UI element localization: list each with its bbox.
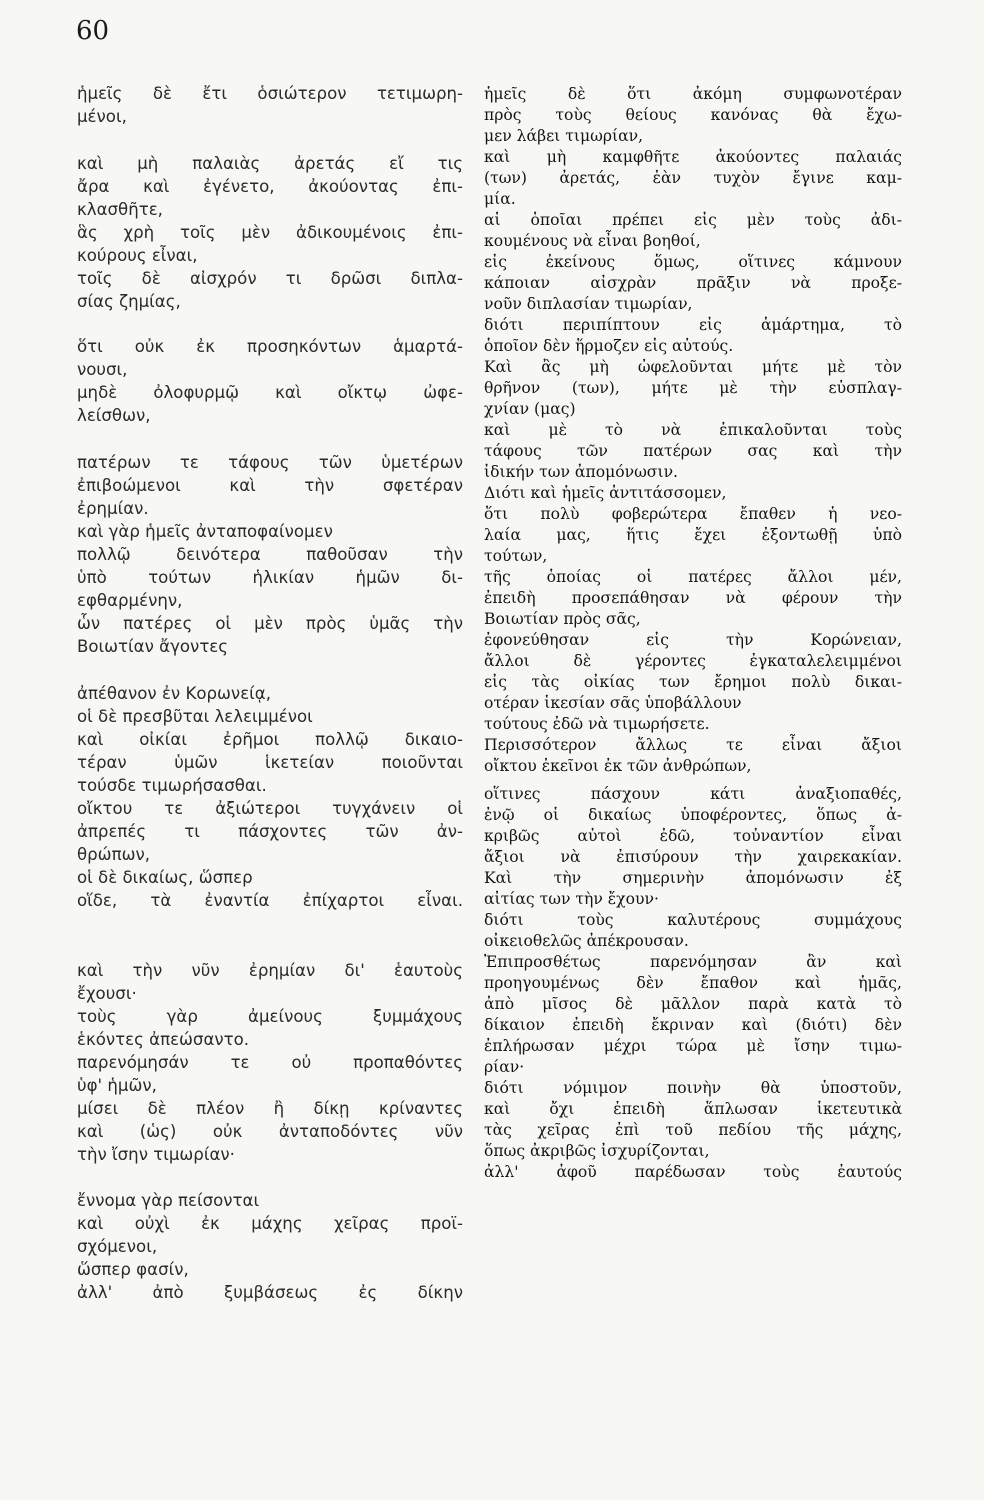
text-line: εἰς ἐκείνους ὅμως, οἵτινες κάμνουν <box>484 253 902 271</box>
text-line: ἐπειδὴ προσεπάθησαν νὰ φέρουν τὴν <box>484 589 902 607</box>
text-line: αἰτίας των τὴν ἔχουν· <box>484 890 659 908</box>
text-line: λαία μας, ἥτις ἔχει ἐξοντωθῇ ὑπὸ <box>484 526 902 544</box>
text-line: ἡμεῖς δὲ ὅτι ἀκόμη συμφωνοτέραν <box>484 85 902 103</box>
text-line: ἄξιοι νὰ ἐπισύρουν τὴν χαιρεκακίαν. <box>484 848 902 866</box>
text-line: τούτους ἐδῶ νὰ τιμωρήσετε. <box>484 715 710 733</box>
text-line: ἐπιβοώμενοι καὶ τὴν σφετέραν <box>77 476 463 495</box>
text-line: πατέρων τε τάφους τῶν ὑμετέρων <box>77 453 463 472</box>
text-line: καὶ ὄχι ἐπειδὴ ἅπλωσαν ἱκετευτικὰ <box>484 1100 902 1118</box>
text-line: χνίαν (μας) <box>484 400 576 418</box>
text-line: νοῦν διπλασίαν τιμωρίαν, <box>484 295 693 313</box>
text-line: ἐνῷ οἱ δικαίως ὑποφέροντες, ὅπως ἀ- <box>484 806 902 824</box>
text-line: ὑφ' ἡμῶν, <box>77 1076 157 1095</box>
text-line: μίσει δὲ πλέον ἢ δίκῃ κρίναντες <box>77 1099 463 1118</box>
text-line: οἵτινες πάσχουν κάτι ἀναξιοπαθές, <box>484 785 902 803</box>
text-line: ἀλλ' ἀφοῦ παρέδωσαν τοὺς ἑαυτούς <box>484 1163 902 1181</box>
text-line: κούρους εἶναι, <box>77 246 198 265</box>
text-line: οτέραν ἱκεσίαν σᾶς ὑποβάλλουν <box>484 694 742 712</box>
text-line: οἴκτου ἐκεῖνοι ἐκ τῶν ἀνθρώπων, <box>484 757 752 775</box>
text-line: ἐπλήρωσαν μέχρι τώρα μὲ ἴσην τιμω- <box>484 1037 902 1055</box>
text-line: Διότι καὶ ἡμεῖς ἀντιτάσσομεν, <box>484 484 727 502</box>
text-line: πολλῷ δεινότερα παθοῦσαν τὴν <box>77 545 463 564</box>
text-line: Καὶ τὴν σημερινὴν ἀπομόνωσιν ἐξ <box>484 869 902 887</box>
text-line: τούσδε τιμωρήσασθαι. <box>77 776 267 795</box>
text-line: (των) ἀρετάς, ἐὰν τυχὸν ἔγινε καμ- <box>484 169 902 187</box>
text-line: παρενόμησάν τε οὐ προπαθόντες <box>77 1053 463 1072</box>
text-line: Περισσότερον ἄλλως τε εἶναι ἄξιοι <box>484 736 902 754</box>
text-line: ὁποῖον δὲν ἥρμοζεν εἰς αὐτούς. <box>484 337 734 355</box>
text-line: οἰκειοθελῶς ἀπέκρουσαν. <box>484 932 689 950</box>
text-line: τοῖς δὲ αἰσχρόν τι δρῶσι διπλα- <box>77 269 463 288</box>
text-line: ὅπως ἀκριβῶς ἰσχυρίζονται, <box>484 1142 710 1160</box>
text-line: τέραν ὑμῶν ἱκετείαν ποιοῦνται <box>77 753 463 772</box>
text-line: Βοιωτίαν πρὸς σᾶς, <box>484 610 641 628</box>
text-line: ἐφονεύθησαν εἰς τὴν Κορώνειαν, <box>484 631 902 649</box>
text-line: ὧν πατέρες οἱ μὲν πρὸς ὑμᾶς τὴν <box>77 614 463 633</box>
text-line: τοὺς γὰρ ἀμείνους ξυμμάχους <box>77 1007 463 1026</box>
text-line: ὅτι πολὺ φοβερώτερα ἔπαθεν ἡ νεο- <box>484 505 902 523</box>
text-line: Ἐπιπροσθέτως παρενόμησαν ἂν καὶ <box>484 953 902 971</box>
text-line: κλασθῆτε, <box>77 200 163 219</box>
text-line: ἃς χρὴ τοῖς μὲν ἀδικουμένοις ἐπι- <box>77 223 463 242</box>
text-line: οἱ δὲ δικαίως, ὥσπερ <box>77 868 253 887</box>
text-line: αἱ ὁποῖαι πρέπει εἰς μὲν τοὺς ἀδι- <box>484 211 902 229</box>
text-line: κουμένους νὰ εἶναι βοηθοί, <box>484 232 701 250</box>
text-line: διότι νόμιμον ποινὴν θὰ ὑποστοῦν, <box>484 1079 902 1097</box>
text-line: ἀπὸ μῖσος δὲ μᾶλλον παρὰ κατὰ τὸ <box>484 995 902 1013</box>
text-line: ὑπὸ τούτων ἡλικίαν ἡμῶν δι- <box>77 568 463 587</box>
text-line: ἔχουσι· <box>77 984 137 1003</box>
text-line: καὶ τὴν νῦν ἐρημίαν δι' ἑαυτοὺς <box>77 961 463 980</box>
text-line: ρίαν· <box>484 1058 525 1076</box>
text-line: καὶ μὴ παλαιὰς ἀρετάς εἴ τις <box>77 154 463 173</box>
text-line: τάφους τῶν πατέρων σας καὶ τὴν <box>484 442 902 460</box>
text-line: μένοι, <box>77 107 127 126</box>
text-line: ἔννομα γὰρ πείσονται <box>77 1191 260 1210</box>
text-line: Βοιωτίαν ἄγοντες <box>77 637 229 656</box>
text-line: προηγουμένως δὲν ἔπαθον καὶ ἡμᾶς, <box>484 974 902 992</box>
text-line: κάποιαν αἰσχρὰν πρᾶξιν νὰ προξε- <box>484 274 902 292</box>
text-line: λείσθων, <box>77 406 151 425</box>
text-line: ἀλλ' ἀπὸ ξυμβάσεως ἐς δίκην <box>77 1283 463 1302</box>
text-line: ἄλλοι δὲ γέροντες ἐγκαταλελειμμένοι <box>484 652 902 670</box>
text-line: τὴν ἴσην τιμωρίαν· <box>77 1145 235 1164</box>
text-line: εφθαρμένην, <box>77 591 183 610</box>
text-line: μεν λάβει τιμωρίαν, <box>484 127 644 145</box>
text-line: ἰδικήν των ἀπομόνωσιν. <box>484 463 679 481</box>
text-line: θρῆνον (των), μήτε μὲ τὴν εὐσπλαγ- <box>484 379 902 397</box>
text-line: καὶ οἰκίαι ἐρῆμοι πολλῷ δικαιο- <box>77 730 463 749</box>
text-line: τούτων, <box>484 547 548 565</box>
text-line: ἑκόντες ἀπεώσαντο. <box>77 1030 250 1049</box>
text-line: ἐρημίαν. <box>77 499 149 518</box>
text-line: νουσι, <box>77 360 128 379</box>
text-line: οἱ δὲ πρεσβῦται λελειμμένοι <box>77 707 313 726</box>
text-line: δίκαιον ἐπειδὴ ἔκριναν καὶ (διότι) δὲν <box>484 1016 902 1034</box>
text-line: καὶ μὲ τὸ νὰ ἐπικαλοῦνται τοὺς <box>484 421 902 439</box>
text-line: διότι περιπίπτουν εἰς ἁμάρτημα, τὸ <box>484 316 902 334</box>
text-line: καὶ γὰρ ἡμεῖς ἀνταποφαίνομεν <box>77 522 333 541</box>
text-line: ἄρα καὶ ἐγένετο, ἀκούοντας ἐπι- <box>77 177 463 196</box>
text-line: ἀπρεπές τι πάσχοντες τῶν ἀν- <box>77 822 463 841</box>
text-line: οἴκτου τε ἀξιώτεροι τυγχάνειν οἱ <box>77 799 463 818</box>
text-line: θρώπων, <box>77 845 151 864</box>
text-line: σίας ζημίας, <box>77 292 181 311</box>
text-line: τῆς ὁποίας οἱ πατέρες ἄλλοι μέν, <box>484 568 902 586</box>
text-line: Καὶ ἂς μὴ ὠφελοῦνται μήτε μὲ τὸν <box>484 358 902 376</box>
text-line: καὶ οὐχὶ ἐκ μάχης χεῖρας προϊ- <box>77 1214 463 1233</box>
text-line: οἵδε, τὰ ἐναντία ἐπίχαρτοι εἶναι. <box>77 891 463 910</box>
page-number: 60 <box>76 16 110 46</box>
text-line: μία. <box>484 190 516 208</box>
text-line: τὰς χεῖρας ἐπὶ τοῦ πεδίου τῆς μάχης, <box>484 1121 902 1139</box>
text-line: διότι τοὺς καλυτέρους συμμάχους <box>484 911 902 929</box>
text-line: ἡμεῖς δὲ ἔτι ὁσιώτερον τετιμωρη- <box>77 84 463 103</box>
text-line: ὥσπερ φασίν, <box>77 1260 189 1279</box>
text-line: ἀπέθανον ἐν Κορωνείᾳ, <box>77 684 271 703</box>
text-line: μηδὲ ὀλοφυρμῷ καὶ οἴκτῳ ὠφε- <box>77 383 463 402</box>
text-line: σχόμενοι, <box>77 1237 158 1256</box>
text-line: κριβῶς αὐτοὶ ἐδῶ, τοὐναντίον εἶναι <box>484 827 902 845</box>
text-line: ὅτι οὐκ ἐκ προσηκόντων ἁμαρτά- <box>77 337 463 356</box>
text-line: πρὸς τοὺς θείους κανόνας θὰ ἔχω- <box>484 106 902 124</box>
text-line: καὶ μὴ καμφθῆτε ἀκούοντες παλαιάς <box>484 148 902 166</box>
text-line: εἰς τὰς οἰκίας των ἔρημοι πολὺ δικαι- <box>484 673 902 691</box>
text-line: καὶ (ὡς) οὐκ ἀνταποδόντες νῦν <box>77 1122 463 1141</box>
